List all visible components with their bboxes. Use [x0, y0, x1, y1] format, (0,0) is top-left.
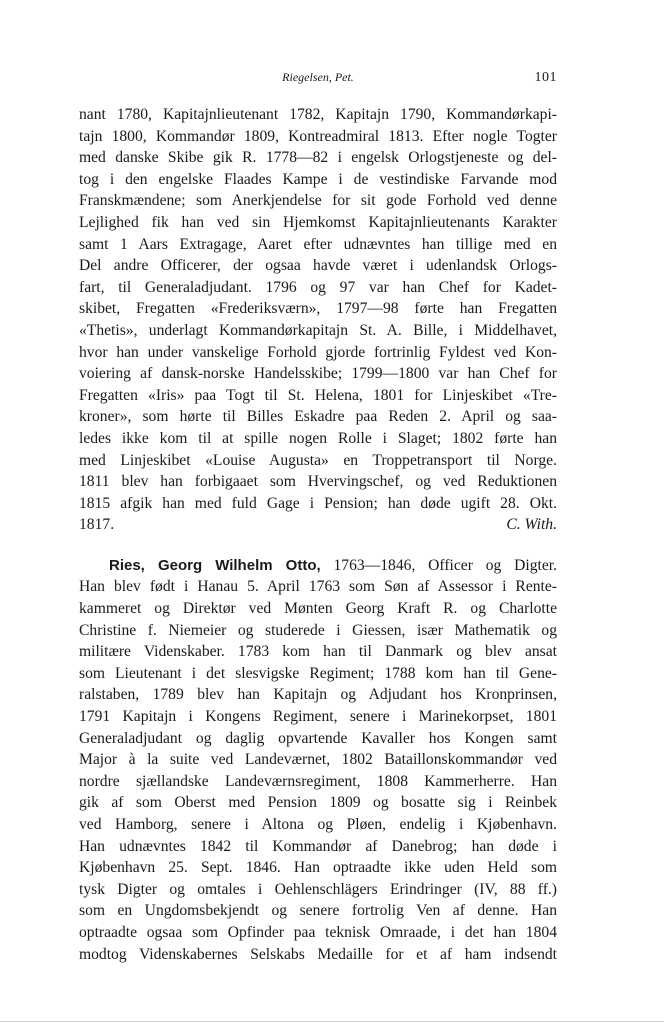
text-line: Christine f. Niemeier og studerede i Giessen, især Mathematik og — [79, 621, 557, 639]
text-line: fart, til Generaladjudant. 1796 og 97 var han Chef for Kadet- — [79, 278, 557, 296]
text-line: 1811 blev han forbigaaet som Hvervingschef, og ved Reduktionen — [79, 473, 557, 491]
text-line: Kjøbenhavn 25. Sept. 1846. Han optraadte ikke uden Held som — [79, 859, 557, 877]
author-signature: C. With. — [506, 516, 557, 534]
text-line: Franskmændene; som Anerkjendelse for sit gode Forhold ved denne — [79, 192, 557, 210]
text-line: med Linjeskibet «Louise Augusta» en Troppetransport til Norge. — [79, 451, 557, 469]
text-line: ledes ikke kom til at spille nogen Rolle i Slaget; 1802 førte han — [79, 429, 557, 447]
text-line: 1791 Kapitajn i Kongens Regiment, senere i Marinekorpset, 1801 — [79, 708, 557, 726]
closing-year: 1817. — [79, 516, 115, 534]
text-line: som Lieutenant i det slesvigske Regiment; 1788 kom han til Gene- — [79, 664, 557, 682]
text-line: Del andre Officerer, der ogsaa havde været i udenlandsk Orlogs- — [79, 257, 557, 275]
page-body — [79, 104, 557, 965]
text-line: Han udnævntes 1842 til Kommandør af Danebrog; han døde i — [79, 837, 557, 855]
entry-name: Ries, Georg Wilhelm Otto, — [109, 556, 321, 574]
text-line: ved Hamborg, senere i Altona og Pløen, endelig i Kjøbenhavn. — [79, 816, 557, 833]
text-line: nant 1780, Kapitajnlieutenant 1782, Kapitajn 1790, Kommandørkapi- — [79, 106, 557, 123]
text-line: tog i den engelske Flaades Kampe i de vestindiske Farvande mod — [79, 170, 557, 188]
text-line: med danske Skibe gik R. 1778—82 i engelsk Orlogstjeneste og del- — [79, 149, 557, 167]
text-line: tysk Digter og omtales i Oehlenschlägers Erindringer (IV, 88 ff.) — [79, 880, 557, 898]
text-line: Major à la suite ved Landeværnet, 1802 Bataillonskommandør ved — [79, 751, 557, 769]
text-line: modtog Videnskabernes Selskabs Medaille for et af ham indsendt — [79, 945, 557, 963]
page-number: 101 — [534, 70, 557, 85]
text-line: 1815 afgik han med fuld Gage i Pension; han døde ugift 28. Okt. — [79, 494, 557, 512]
text-line: skibet, Fregatten «Frederiksværn», 1797—98 førte han Fregatten — [79, 300, 557, 318]
text-line: som en Ungdomsbekjendt og senere fortrolig Ven af denne. Han — [79, 902, 557, 920]
entry-ries-body — [79, 576, 557, 965]
entry-signature-line — [79, 514, 557, 536]
text-line: Fregatten «Iris» paa Togt til St. Helena, 1801 for Linjeskibet «Tre- — [79, 386, 557, 404]
text-line: «Thetis», underlagt Kommandørkapitajn St. A. Bille, i Middelhavet, — [79, 321, 557, 339]
text-line: Han blev født i Hanau 5. April 1763 som Søn af Assessor i Rente- — [79, 578, 557, 596]
entry-heading-rest: 1763—1846, Officer og Digter. — [320, 556, 557, 574]
text-line: kammeret og Direktør ved Mønten Georg Kraft R. og Charlotte — [79, 600, 557, 618]
text-line: hvor han under vanskelige Forhold gjorde fortrinlig Fyldest ved Kon- — [79, 343, 557, 361]
text-line: nordre sjællandske Landeværnsregiment, 1808 Kammerherre. Han — [79, 772, 557, 790]
text-line: optraadte ogsaa som Opfinder paa teknisk Omraade, i det han 1804 — [79, 923, 557, 941]
text-line: gik af som Oberst med Pension 1809 og bosatte sig i Reinbek — [79, 794, 557, 812]
text-line: Lejlighed fik han ved sin Hjemkomst Kapitajnlieutenants Karakter — [79, 213, 557, 231]
entry-riegelsen-continuation — [79, 104, 557, 514]
text-line: militære Videnskaber. 1783 kom han til Danmark og blev ansat — [79, 643, 557, 661]
page-header — [79, 70, 557, 90]
text-line: ralstaben, 1789 blev han Kapitajn og Adjudant hos Kronprinsen, — [79, 686, 557, 704]
text-line: Generaladjudant og daglig opvartende Kavaller hos Kongen samt — [79, 729, 557, 747]
text-line: voiering af dansk-norske Handelsskibe; 1799—1800 var han Chef for — [79, 365, 557, 383]
text-line: samt 1 Aars Extragage, Aaret efter udnævntes han tillige med en — [79, 235, 557, 253]
running-head: Riegelsen, Pet. — [282, 70, 354, 84]
page-edge-rule — [0, 1021, 664, 1022]
text-line: kroner», som hørte til Billes Eskadre paa Reden 2. April og saa- — [79, 408, 557, 426]
text-line: tajn 1800, Kommandør 1809, Kontreadmiral 1813. Efter nogle Togter — [79, 127, 557, 145]
entry-heading-line — [79, 555, 557, 577]
entry-separator — [79, 536, 557, 555]
